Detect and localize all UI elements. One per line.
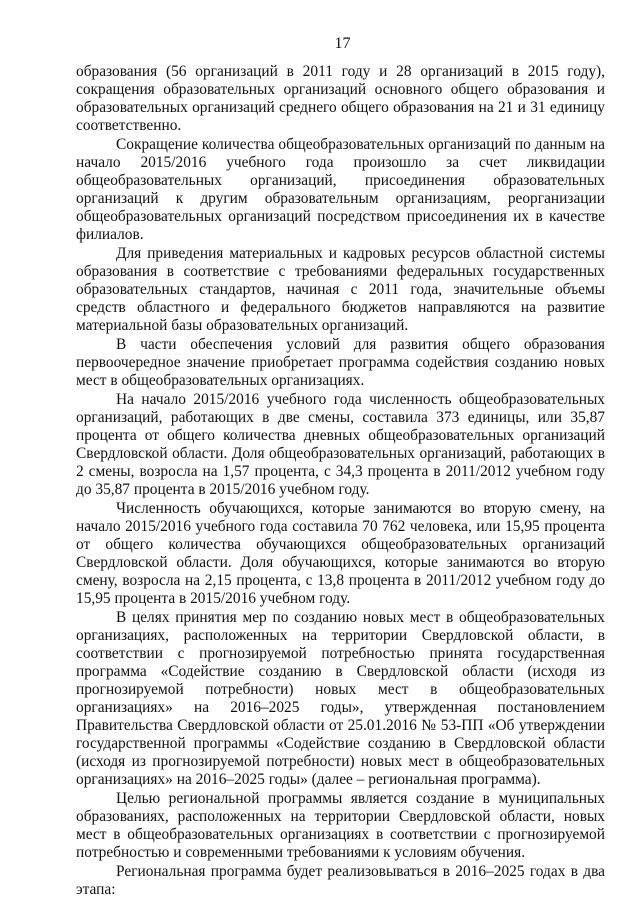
paragraph-1: образования (56 организаций в 2011 году и 28 организаций в 2015 году), сокращения образовательных организаций основного общего образования и образовательных организаций среднего общего образования на 21 и 31 единицу соответственно. xyxy=(76,63,605,134)
paragraph-7: В целях принятия мер по созданию новых мест в общеобразовательных организациях, расположенных на территории Свердловской области, в соответствии с прогнозируемой потребностью принята государственная программа «Содействие созданию в Свердловской области (исходя из прогнозируемой потребности) новых мест в общеобразовательных организациях» на 2016–2025 годы», утвержденная постановлением Правительства Свердловской области от 25.01.2016 № 53-ПП «Об утверждении государственной программы «Содействие созданию в Свердловской области (исходя из прогнозируемой потребности) новых мест в общеобразовательных организациях» на 2016–2025 годы» (далее – региональная программа). xyxy=(76,609,605,788)
paragraph-9: Региональная программа будет реализовываться в 2016–2025 годах в два этапа: xyxy=(76,863,605,898)
paragraph-6: Численность обучающихся, которые занимаются во вторую смену, на начало 2015/2016 учебного года составила 70 762 человека, или 15,95 процента от общего количества обучающихся общеобразовательных организаций Свердловской области. Доля обучающихся, которые занимаются во вторую смену, возросла на 2,15 процента, с 13,8 процента в 2011/2012 учебном году до 15,95 процента в 2015/2016 учебном году. xyxy=(76,500,605,607)
paragraph-5: На начало 2015/2016 учебного года численность общеобразовательных организаций, работающих в две смены, составила 373 единицы, или 35,87 процента от общего количества дневных общеобразовательных организаций Свердловской области. Доля общеобразовательных организаций, работающих в 2 смены, возросла на 1,57 процента, с 34,3 процента в 2011/2012 учебном году до 35,87 процента в 2015/2016 учебном году. xyxy=(76,391,605,498)
page-number: 17 xyxy=(334,35,351,52)
paragraph-2: Сокращение количества общеобразовательных организаций по данным на начало 2015/2016 учебного года произошло за счет ликвидации общеобразовательных организаций, присоединения образовательных организаций к другим образовательным организациям, реорганизации общеобразовательных организаций посредством присоединения их в качестве филиалов. xyxy=(76,136,605,243)
paragraph-4: В части обеспечения условий для развития общего образования первоочередное значение приобретает программа содействия созданию новых мест в общеобразовательных организациях. xyxy=(76,336,605,389)
paragraph-3: Для приведения материальных и кадровых ресурсов областной системы образования в соответствие с требованиями федеральных государственных образовательных стандартов, начиная с 2011 года, значительные объемы средств областного и федерального бюджетов направляются на развитие материальной базы образовательных организаций. xyxy=(76,245,605,334)
paragraph-8: Целью региональной программы является создание в муниципальных образованиях, расположенных на территории Свердловской области, новых мест в общеобразовательных организациях в соответствии с прогнозируемой потребностью и современными требованиями к условиям обучения. xyxy=(76,790,605,861)
